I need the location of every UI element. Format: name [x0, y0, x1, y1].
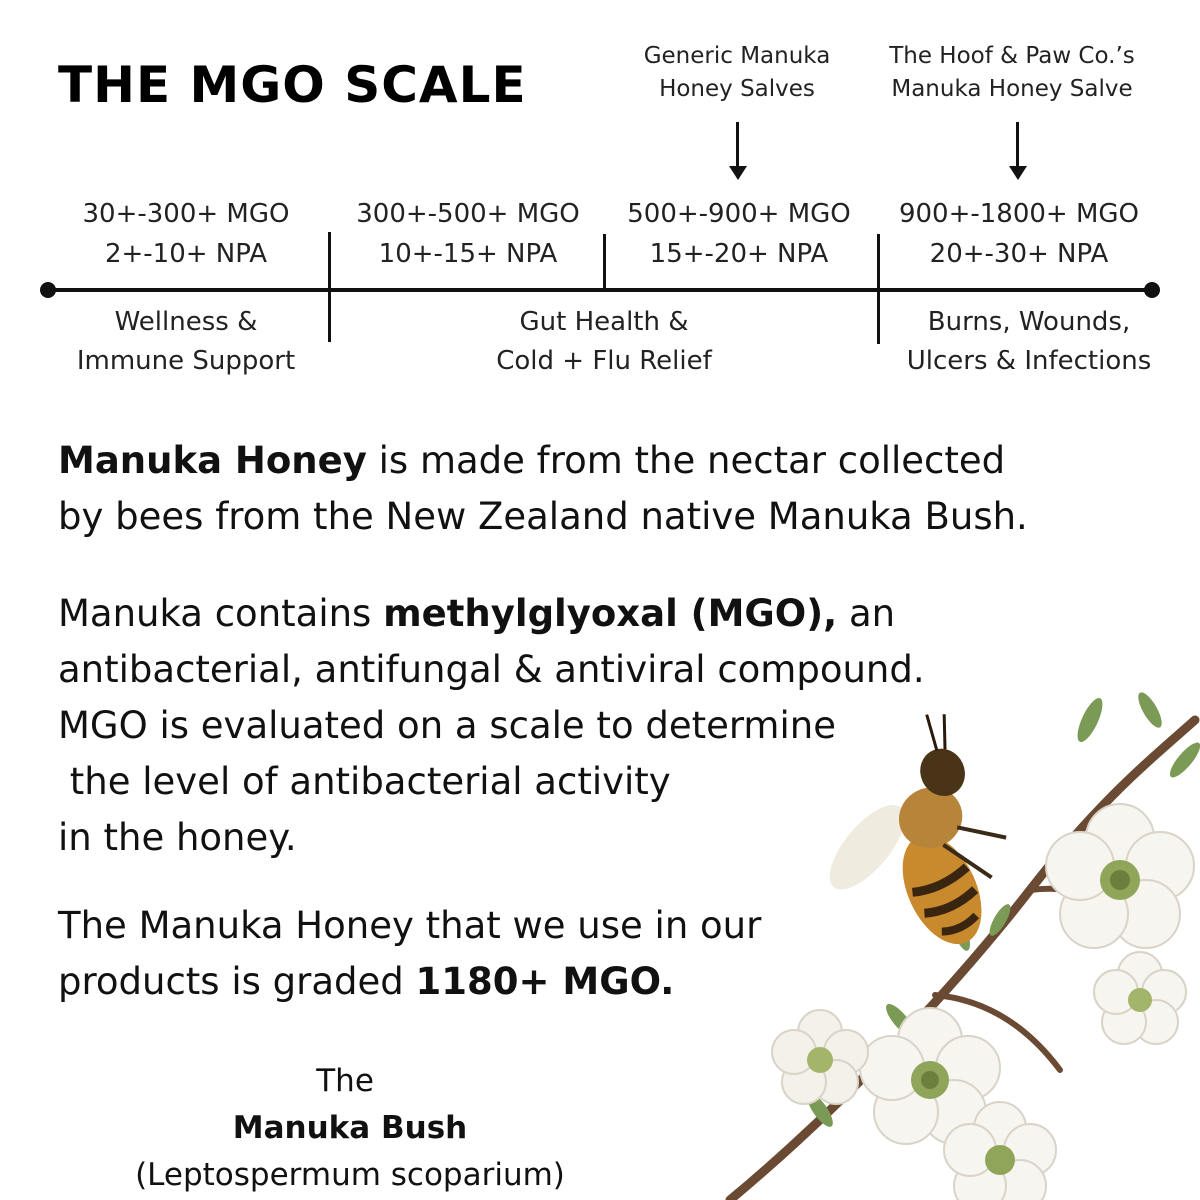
- callout-line: Manuka Honey Salve: [891, 76, 1133, 102]
- callout-hoof-paw-salve: [862, 40, 1162, 106]
- text-span: The Manuka Honey that we use in our: [58, 904, 762, 947]
- page-title: THE MGO SCALE: [58, 56, 527, 114]
- range-npa: 10+-15+ NPA: [378, 239, 558, 269]
- image-caption: [60, 1058, 640, 1199]
- range-4: [869, 194, 1169, 274]
- range-1: [36, 194, 336, 274]
- use-line: Ulcers & Infections: [906, 346, 1152, 376]
- grade-paragraph: [58, 898, 761, 1010]
- flower: [1094, 952, 1186, 1044]
- scale-start-dot: [40, 282, 56, 298]
- arrowhead-icon: [729, 166, 747, 180]
- arrow-down-icon: [1016, 122, 1019, 166]
- callout-line: Generic Manuka: [643, 43, 831, 69]
- callout-line: Honey Salves: [659, 76, 815, 102]
- text-span: products is graded: [58, 960, 416, 1003]
- use-burns-wounds: [888, 303, 1170, 381]
- bold-term: 1180+ MGO.: [415, 960, 675, 1003]
- scale-end-dot: [1144, 282, 1160, 298]
- range-mgo: 300+-500+ MGO: [356, 199, 580, 229]
- use-line: Cold + Flu Relief: [496, 346, 712, 376]
- scale-line: [48, 288, 1152, 292]
- range-mgo: 900+-1800+ MGO: [898, 199, 1140, 229]
- callout-generic-salves: [587, 40, 887, 106]
- use-wellness: [36, 303, 336, 381]
- flower: [1046, 804, 1194, 948]
- use-line: Immune Support: [76, 346, 296, 376]
- text-span: The: [316, 1063, 384, 1099]
- use-gut-health: [434, 303, 774, 381]
- text-span: in the honey.: [58, 816, 297, 859]
- range-npa: 2+-10+ NPA: [104, 239, 268, 269]
- use-line: Wellness &: [114, 307, 258, 337]
- scale-divider: [603, 234, 606, 290]
- text-span: MGO is evaluated on a scale to determine: [58, 704, 836, 747]
- range-2: [318, 194, 618, 274]
- range-npa: 20+-30+ NPA: [929, 239, 1109, 269]
- text-span: antibacterial, antifungal & antiviral compound.: [58, 648, 925, 691]
- arrowhead-icon: [1009, 166, 1027, 180]
- range-mgo: 500+-900+ MGO: [627, 199, 851, 229]
- bold-term: methylglyoxal (MGO),: [383, 592, 838, 635]
- text-span: the level of antibacterial activity: [58, 760, 671, 803]
- text-span: is made from the nectar collected: [366, 439, 1006, 482]
- range-mgo: 30+-300+ MGO: [82, 199, 290, 229]
- scale-divider: [877, 234, 880, 344]
- text-span: an: [837, 592, 896, 635]
- text-span: Manuka contains: [58, 592, 384, 635]
- bold-term: Manuka Bush: [232, 1110, 468, 1146]
- use-line: Burns, Wounds,: [927, 307, 1131, 337]
- bold-term: Manuka Honey: [58, 439, 367, 482]
- range-3: [589, 194, 889, 274]
- caption-line: [60, 1058, 640, 1152]
- intro-paragraph: [58, 433, 1028, 545]
- text-span: by bees from the New Zealand native Manuka Bush.: [58, 495, 1028, 538]
- range-npa: 15+-20+ NPA: [649, 239, 829, 269]
- caption-latin: (Leptospermum scoparium): [135, 1157, 565, 1193]
- use-line: Gut Health &: [519, 307, 689, 337]
- arrow-down-icon: [736, 122, 739, 166]
- mgo-paragraph: [58, 586, 925, 866]
- callout-line: The Hoof & Paw Co.’s: [889, 43, 1135, 69]
- flower: [772, 1010, 868, 1104]
